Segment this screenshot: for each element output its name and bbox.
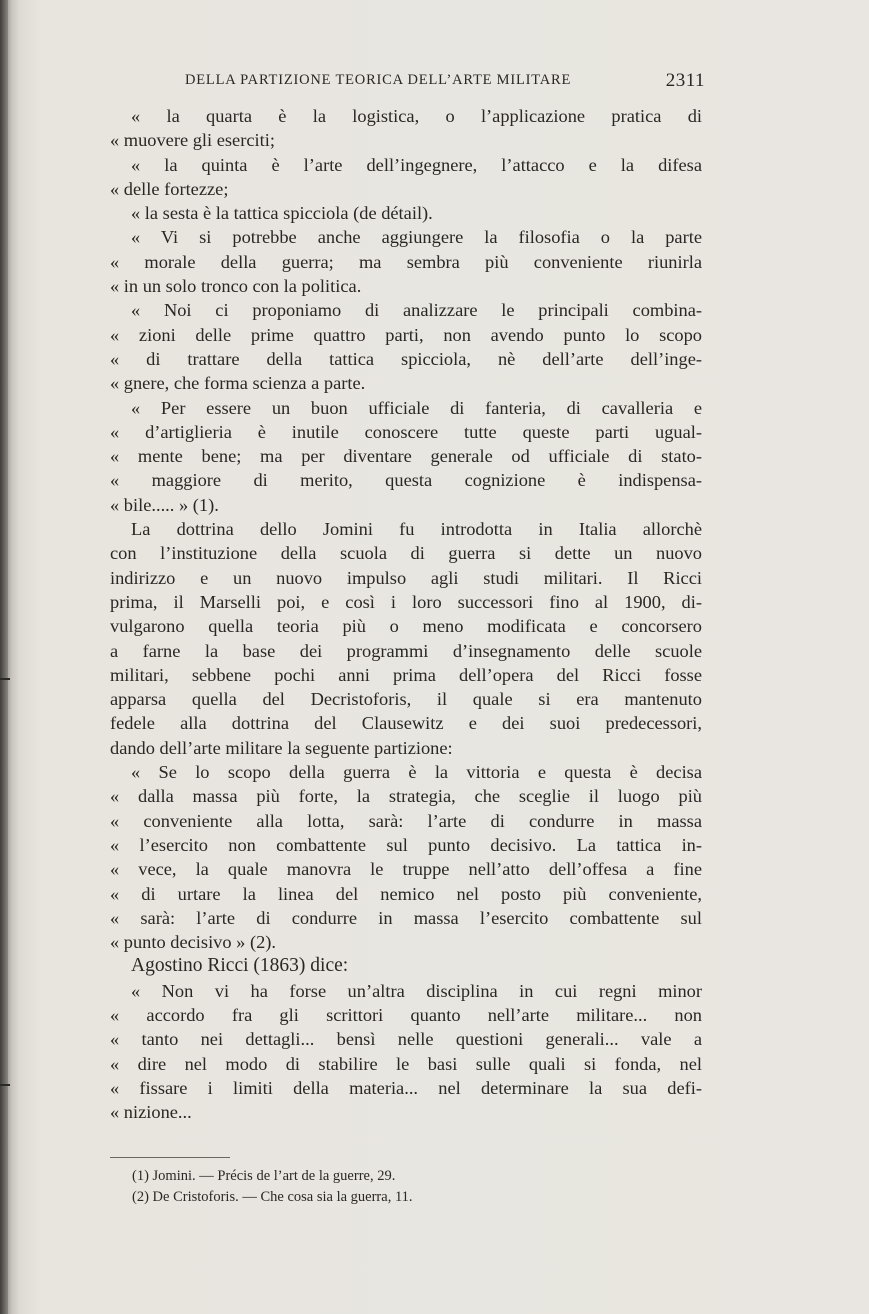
text-line: « tanto nei dettagli... bensì nelle questioni generali... vale a [110, 1029, 702, 1050]
text-line: « Noi ci proponiamo di analizzare le principali combina- [131, 300, 702, 321]
text-line: « bile..... » (1). [110, 494, 219, 515]
page-body [110, 104, 702, 1124]
text-line: a farne la base dei programmi d’insegnamento delle scuole [110, 640, 702, 661]
text-line: « la quarta è la logistica, o l’applicazione pratica di [131, 106, 702, 126]
text-line: prima, il Marselli poi, e così i loro successori fino al 1900, di- [110, 591, 702, 612]
text-line: « muovere gli eserciti; [110, 130, 275, 151]
footnote: (1) Jomini. — Précis de l’art de la guerre, 29. [132, 1168, 396, 1184]
text-line: « morale della guerra; ma sembra più conveniente riunirla [110, 251, 702, 272]
margin-mark [0, 1084, 10, 1086]
text-line: « di urtare la linea del nemico nel posto più conveniente, [110, 883, 702, 904]
text-line: La dottrina dello Jomini fu introdotta in Italia allorchè [131, 519, 702, 540]
text-line: con l’instituzione della scuola di guerra si dette un nuovo [110, 543, 702, 564]
running-header [185, 72, 705, 89]
text-line: « nizione... [110, 1102, 192, 1123]
footnotes [132, 1166, 652, 1208]
text-line: apparsa quella del Decristoforis, il quale si era mantenuto [110, 689, 702, 710]
text-line: « dalla massa più forte, la strategia, che sceglie il luogo più [110, 786, 702, 807]
text-line: « dire nel modo di stabilire le basi sulle quali si fonda, nel [110, 1053, 702, 1074]
text-line: « Non vi ha forse un’altra disciplina in cui regni minor [131, 980, 702, 1001]
running-title: DELLA PARTIZIONE TEORICA DELL’ARTE MILITARE [185, 72, 572, 88]
text-line: « punto decisivo » (2). [110, 932, 277, 953]
text-line: « Vi si potrebbe anche aggiungere la filosofia o la parte [131, 227, 702, 248]
text-line: indirizzo e un nuovo impulso agli studi militari. Il Ricci [110, 567, 702, 588]
text-line: « delle fortezze; [110, 178, 229, 199]
page-number: 2311 [665, 70, 705, 91]
text-line: militari, sebbene pochi anni prima dell’opera del Ricci fosse [110, 664, 702, 685]
text-line: « maggiore di merito, questa cognizione è indispensa- [110, 470, 702, 491]
text-line: « Per essere un buon ufficiale di fanteria, di cavalleria e [131, 397, 702, 418]
text-line: « vece, la quale manovra le truppe nell’atto dell’offesa a fine [110, 859, 702, 880]
text-line: « la sesta è la tattica spicciola (de détail). [131, 203, 433, 224]
footnote-rule [110, 1157, 230, 1158]
book-spine-shadow [0, 0, 8, 1314]
text-line: « Se lo scopo della guerra è la vittoria e questa è decisa [131, 762, 702, 783]
text-line: « conveniente alla lotta, sarà: l’arte di condurre in massa [110, 810, 702, 831]
text-line: « la quinta è l’arte dell’ingegnere, l’attacco e la difesa [131, 154, 702, 175]
text-line: fedele alla dottrina del Clausewitz e dei suoi predecessori, [110, 713, 702, 734]
text-line: « di trattare della tattica spicciola, nè dell’arte dell’inge- [110, 348, 702, 369]
text-line: « gnere, che forma scienza a parte. [110, 373, 366, 394]
text-line: vulgarono quella teoria più o meno modificata e concorsero [110, 616, 702, 637]
text-line: « mente bene; ma per diventare generale od ufficiale di stato- [110, 446, 702, 467]
text-line: « sarà: l’arte di condurre in massa l’esercito combattente sul [110, 907, 702, 928]
margin-mark [0, 678, 10, 680]
text-line: Agostino Ricci (1863) dice: [131, 955, 349, 977]
text-line: « d’artiglieria è inutile conoscere tutte queste parti ugual- [110, 421, 702, 442]
text-line: « zioni delle prime quattro parti, non avendo punto lo scopo [110, 324, 702, 345]
text-line: « fissare i limiti della materia... nel determinare la sua defi- [110, 1077, 702, 1098]
text-line: dando dell’arte militare la seguente partizione: [110, 737, 453, 758]
text-line: « in un solo tronco con la politica. [110, 276, 362, 297]
footnote: (2) De Cristoforis. — Che cosa sia la guerra, 11. [132, 1189, 413, 1205]
text-line: « accordo fra gli scrittori quanto nell’arte militare... non [110, 1004, 702, 1025]
text-line: « l’esercito non combattente sul punto decisivo. La tattica in- [110, 834, 702, 855]
